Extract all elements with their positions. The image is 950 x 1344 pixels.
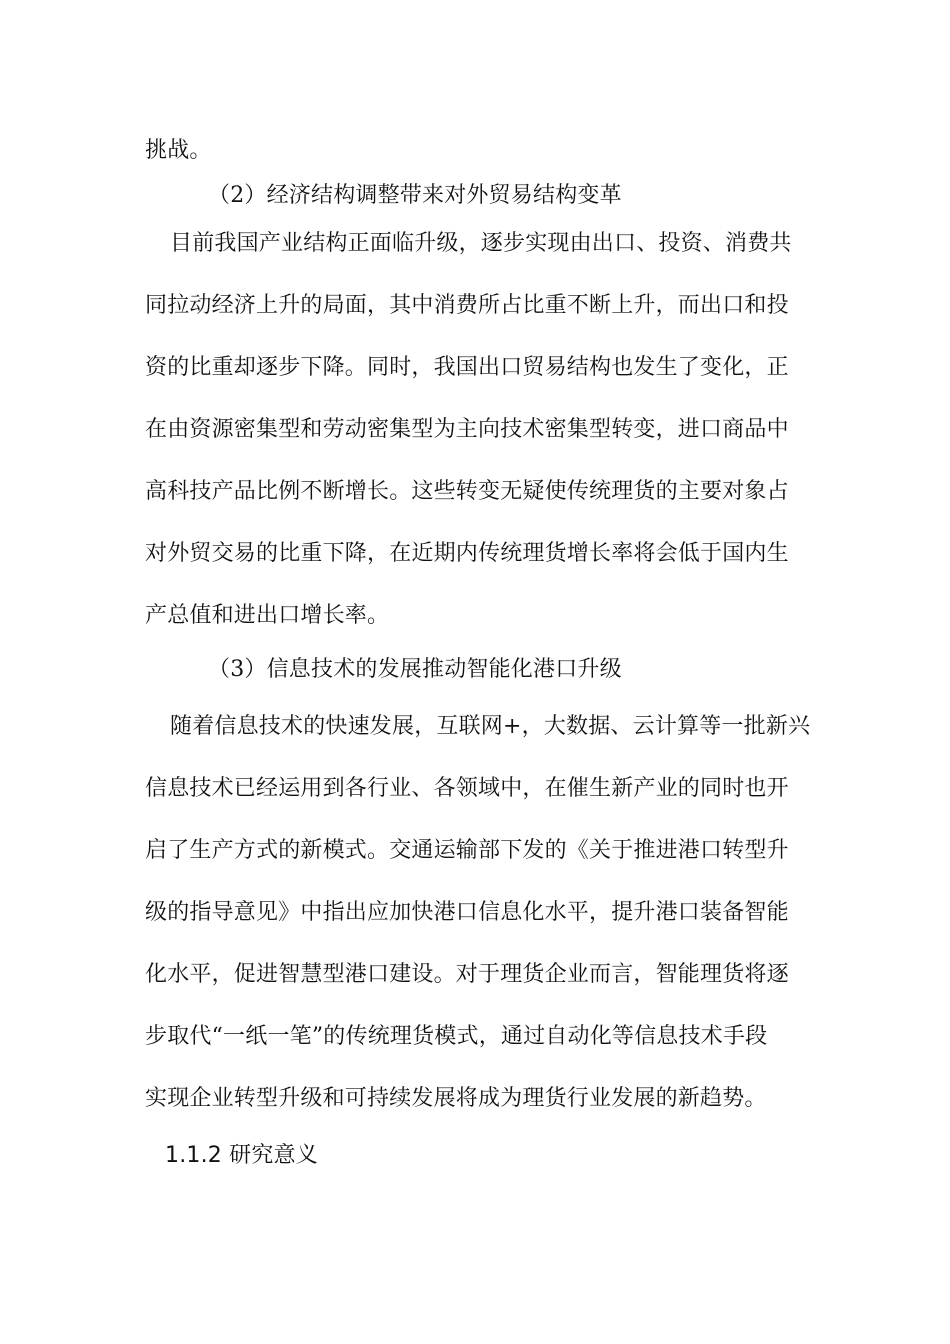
paragraph-line: 随着信息技术的快速发展，互联网+，大数据、云计算等一批新兴: [170, 714, 811, 739]
paragraph-line: 挑战。: [145, 138, 212, 163]
paragraph-line: 同拉动经济上升的局面，其中消费所占比重不断上升，而出口和投: [145, 293, 789, 318]
section-heading-2: （2）经济结构调整带来对外贸易结构变革: [208, 183, 622, 208]
paragraph-line: 在由资源密集型和劳动密集型为主向技术密集型转变，进口商品中: [145, 417, 789, 442]
paragraph-line: 化水平，促进智慧型港口建设。对于理货企业而言，智能理货将逐: [145, 962, 789, 987]
paragraph-line: 目前我国产业结构正面临升级，逐步实现由出口、投资、消费共: [170, 231, 792, 256]
paragraph-line: 对外贸交易的比重下降，在近期内传统理货增长率将会低于国内生: [145, 541, 789, 566]
paragraph-line: 资的比重却逐步下降。同时，我国出口贸易结构也发生了变化，正: [145, 355, 789, 380]
paragraph-line: 产总值和进出口增长率。: [145, 603, 390, 628]
paragraph-line: 级的指导意见》中指出应加快港口信息化水平，提升港口装备智能: [145, 900, 789, 925]
paragraph-line: 步取代“一纸一笔”的传统理货模式，通过自动化等信息技术手段: [145, 1024, 768, 1049]
paragraph-line: 信息技术已经运用到各行业、各领域中，在催生新产业的同时也开: [145, 776, 789, 801]
paragraph-line: 启了生产方式的新模式。交通运输部下发的《关于推进港口转型升: [145, 838, 789, 863]
paragraph-line: 实现企业转型升级和可持续发展将成为理货行业发展的新趋势。: [145, 1086, 767, 1111]
paragraph-line: 高科技产品比例不断增长。这些转变无疑使传统理货的主要对象占: [145, 479, 789, 504]
subsection-heading: 1.1.2 研究意义: [165, 1143, 318, 1168]
section-heading-3: （3）信息技术的发展推动智能化港口升级: [208, 657, 622, 682]
